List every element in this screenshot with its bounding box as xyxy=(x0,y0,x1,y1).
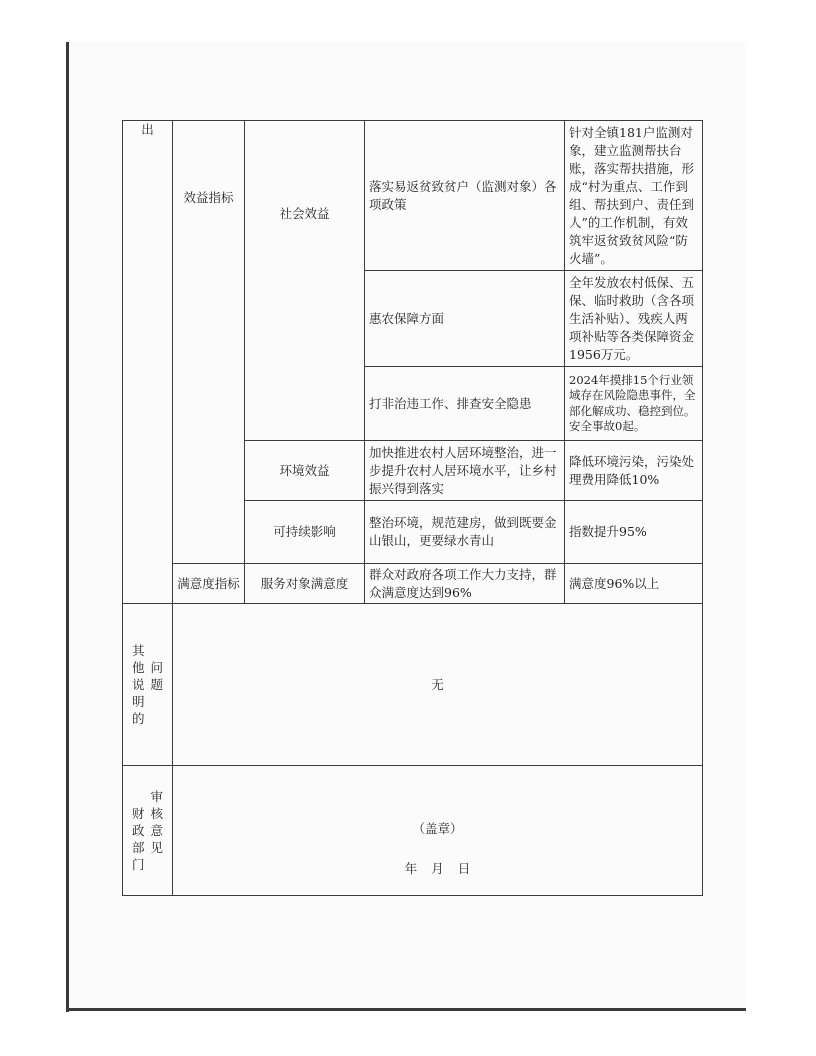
result-cell xyxy=(565,501,703,564)
indicator-content: 落实易返贫致贫户（监测对象）各项政策 xyxy=(369,178,557,212)
level2-cell xyxy=(245,501,365,564)
level1-cell xyxy=(173,564,245,604)
result-cell xyxy=(565,367,703,441)
indicator-result: 针对全镇181户监测对象，建立监测帮扶台账，落实帮扶措施，形成“村为重点、工作到组、帮扶到户、责任到人”的工作机制，有效筑牢返贫致贫风险“防火墙”。 xyxy=(569,124,695,266)
label-char: 意 xyxy=(150,823,164,838)
level1-indicator: 满意度指标 xyxy=(177,575,240,591)
label-char: 他 xyxy=(131,660,145,675)
label-char: 门 xyxy=(131,857,145,872)
content-cell xyxy=(365,121,565,271)
result-cell xyxy=(565,121,703,271)
level1-indicator: 效益指标 xyxy=(183,190,234,205)
label-char: 审 xyxy=(150,789,164,804)
other-notes-row xyxy=(123,604,703,766)
result-cell xyxy=(565,441,703,501)
label-char: 财 xyxy=(131,806,145,821)
other-notes-value-cell xyxy=(173,604,703,766)
level2-indicator: 服务对象满意度 xyxy=(260,575,349,591)
date-text: 年 月 日 xyxy=(404,861,471,876)
label-char: 题 xyxy=(150,677,164,692)
label-char: 问 xyxy=(150,660,164,675)
level2-cell xyxy=(245,564,365,604)
finance-review-label xyxy=(123,766,173,896)
label-char: 明 xyxy=(131,694,145,709)
table-row xyxy=(123,121,703,271)
indicator-result: 全年发放农村低保、五保、临时救助（含各项生活补贴）、残疾人两项补贴等各类保障资金1956万元。 xyxy=(569,274,695,362)
indicator-result: 降低环境污染，污染处理费用降低10% xyxy=(569,453,695,487)
level2-indicator: 可持续影响 xyxy=(273,524,336,539)
label-char: 的 xyxy=(131,711,145,726)
indicator-result: 2024年摸排15个行业领域存在风险隐患事件，全部化解成功、稳控到位。安全事故0起。 xyxy=(569,372,696,433)
indicator-content: 整治环境，规范建房，做到既要金山银山，更要绿水青山 xyxy=(369,515,557,548)
content-cell xyxy=(365,441,565,501)
finance-review-value-cell xyxy=(173,766,703,896)
indicator-content: 群众对政府各项工作大力支持，群众满意度达到96% xyxy=(369,566,557,600)
result-cell xyxy=(565,564,703,604)
result-cell xyxy=(565,271,703,367)
finance-review-row xyxy=(123,766,703,896)
level2-indicator: 社会效益 xyxy=(279,206,330,221)
seal-text: （盖章） xyxy=(412,821,463,836)
label-char: 政 xyxy=(131,823,145,838)
scan-edge-bottom xyxy=(66,1008,746,1011)
label-char: 其 xyxy=(131,643,145,658)
other-notes-value: 无 xyxy=(431,676,444,692)
indicator-result: 指数提升95% xyxy=(569,524,647,539)
label-char: 部 xyxy=(131,840,145,855)
performance-table xyxy=(122,120,703,896)
content-cell xyxy=(365,367,565,441)
label-char: 核 xyxy=(150,806,164,821)
other-notes-label xyxy=(123,604,173,766)
output-label: 出 xyxy=(141,122,154,137)
indicator-content: 加快推进农村人居环境整治，进一步提升农村人居环境水平，让乡村振兴得到落实 xyxy=(369,444,557,496)
label-char: 见 xyxy=(150,840,164,855)
indicator-content: 打非治违工作、排查安全隐患 xyxy=(369,395,532,411)
label-char: 说 xyxy=(131,677,145,692)
content-cell xyxy=(365,564,565,604)
output-label-cell xyxy=(123,121,173,604)
level2-cell xyxy=(245,441,365,501)
content-cell xyxy=(365,501,565,564)
level1-cell xyxy=(173,121,245,564)
indicator-result: 满意度96%以上 xyxy=(569,575,660,591)
level2-cell xyxy=(245,121,365,441)
level2-indicator: 环境效益 xyxy=(279,462,330,478)
table-row xyxy=(123,564,703,604)
content-cell xyxy=(365,271,565,367)
indicator-content: 惠农保障方面 xyxy=(369,310,445,326)
